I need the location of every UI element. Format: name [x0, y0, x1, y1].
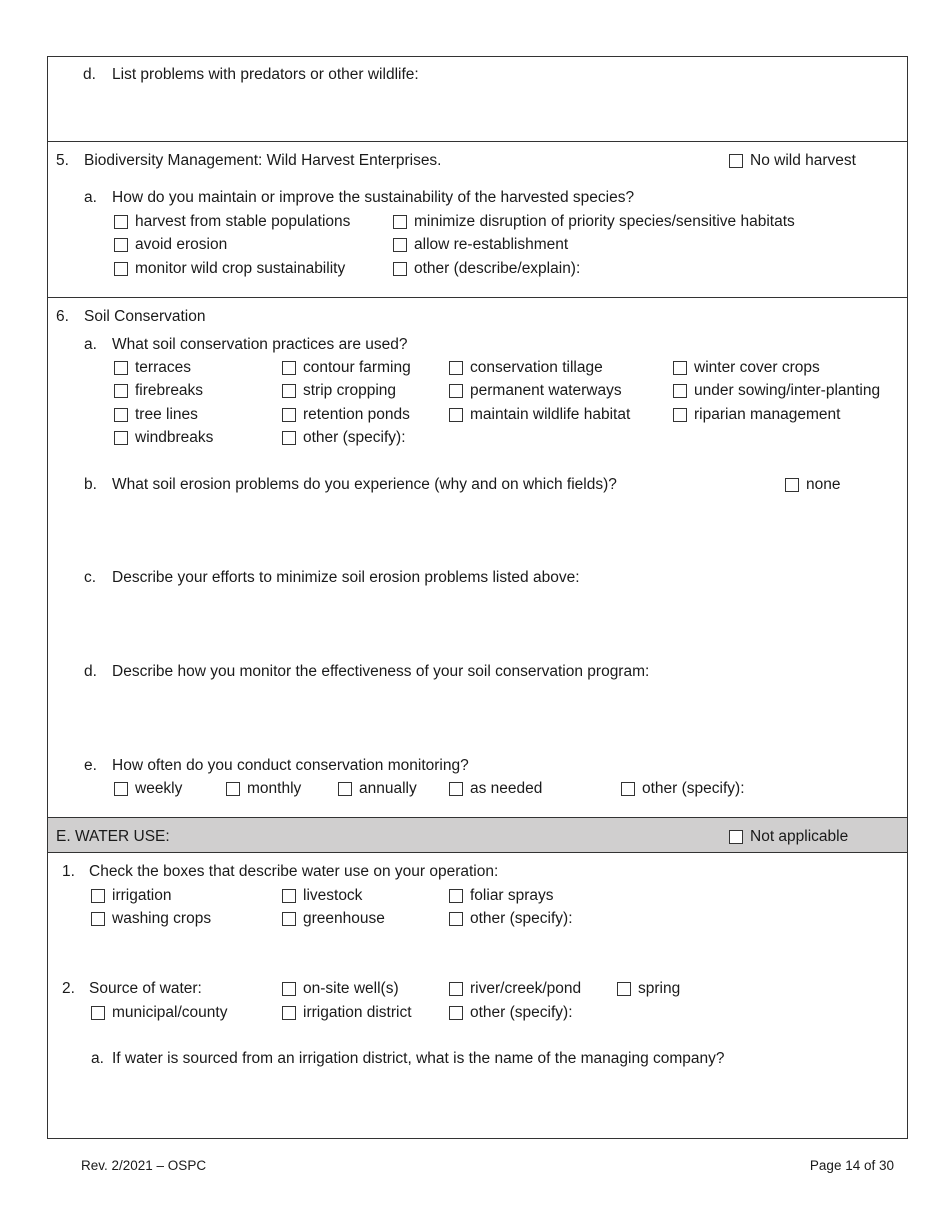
- option-label: riparian management: [694, 406, 841, 423]
- water-source-other-checkbox[interactable]: [449, 1006, 463, 1020]
- option-label: harvest from stable populations: [135, 213, 351, 230]
- water-not-applicable-label: Not applicable: [750, 828, 849, 845]
- washing-crops-checkbox[interactable]: [91, 912, 105, 926]
- option-label: contour farming: [303, 359, 411, 376]
- option-label: windbreaks: [135, 429, 214, 446]
- wildlife-question: List problems with predators or other wildlife:: [112, 66, 419, 83]
- question-number: 5.: [56, 152, 69, 169]
- greenhouse-checkbox[interactable]: [282, 912, 296, 926]
- option-label: other (describe/explain):: [414, 260, 581, 277]
- option-label: municipal/county: [112, 1004, 228, 1021]
- divider: [47, 141, 908, 142]
- monitor-sustainability-checkbox[interactable]: [114, 262, 128, 276]
- revision-label: Rev. 2/2021 – OSPC: [81, 1158, 207, 1173]
- water-not-applicable-checkbox[interactable]: [729, 830, 743, 844]
- option-label: conservation tillage: [470, 359, 603, 376]
- option-label: annually: [359, 780, 417, 797]
- practices-question: What soil conservation practices are used?: [112, 336, 408, 353]
- question-number: 2.: [62, 980, 75, 997]
- option-label: other (specify):: [642, 780, 745, 797]
- item-marker: d.: [84, 663, 97, 680]
- option-label: livestock: [303, 887, 363, 904]
- strip-cropping-checkbox[interactable]: [282, 384, 296, 398]
- river-creek-pond-checkbox[interactable]: [449, 982, 463, 996]
- winter-cover-crops-checkbox[interactable]: [673, 361, 687, 375]
- option-label: retention ponds: [303, 406, 410, 423]
- option-label: irrigation district: [303, 1004, 412, 1021]
- option-label: greenhouse: [303, 910, 385, 927]
- divider: [47, 297, 908, 298]
- permanent-waterways-checkbox[interactable]: [449, 384, 463, 398]
- option-label: permanent waterways: [470, 382, 622, 399]
- minimize-disruption-checkbox[interactable]: [393, 215, 407, 229]
- item-marker: c.: [84, 569, 97, 586]
- other-describe-checkbox[interactable]: [393, 262, 407, 276]
- erosion-problems-question: What soil erosion problems do you experience (why and on which fields)?: [112, 476, 617, 493]
- no-wild-harvest-label: No wild harvest: [750, 152, 856, 169]
- monitor-effectiveness-question: Describe how you monitor the effectiveness of your soil conservation program:: [112, 663, 650, 680]
- other-specify-checkbox[interactable]: [282, 431, 296, 445]
- option-label: other (specify):: [303, 429, 406, 446]
- option-label: allow re-establishment: [414, 236, 569, 253]
- frequency-other-checkbox[interactable]: [621, 782, 635, 796]
- option-label: firebreaks: [135, 382, 204, 399]
- maintain-wildlife-habitat-checkbox[interactable]: [449, 408, 463, 422]
- water-use-other-checkbox[interactable]: [449, 912, 463, 926]
- riparian-management-checkbox[interactable]: [673, 408, 687, 422]
- option-label: minimize disruption of priority species/sensitive habitats: [414, 213, 795, 230]
- section-e-title: E. WATER USE:: [56, 828, 170, 845]
- question-number: 1.: [62, 863, 75, 880]
- water-use-question: Check the boxes that describe water use on your operation:: [89, 863, 499, 880]
- wild-harvest-title: Biodiversity Management: Wild Harvest Enterprises.: [84, 152, 442, 169]
- option-label: washing crops: [112, 910, 212, 927]
- irrigation-checkbox[interactable]: [91, 889, 105, 903]
- annually-checkbox[interactable]: [338, 782, 352, 796]
- water-source-label: Source of water:: [89, 980, 202, 997]
- divider: [47, 817, 908, 818]
- irrigation-district-checkbox[interactable]: [282, 1006, 296, 1020]
- option-label: terraces: [135, 359, 191, 376]
- option-label: under sowing/inter-planting: [694, 382, 881, 399]
- harvest-stable-checkbox[interactable]: [114, 215, 128, 229]
- no-wild-harvest-checkbox[interactable]: [729, 154, 743, 168]
- page-number: Page 14 of 30: [809, 1158, 894, 1173]
- under-sowing-checkbox[interactable]: [673, 384, 687, 398]
- foliar-sprays-checkbox[interactable]: [449, 889, 463, 903]
- option-label: tree lines: [135, 406, 198, 423]
- avoid-erosion-checkbox[interactable]: [114, 238, 128, 252]
- divider: [47, 852, 908, 853]
- option-label: strip cropping: [303, 382, 397, 399]
- livestock-checkbox[interactable]: [282, 889, 296, 903]
- erosion-efforts-question: Describe your efforts to minimize soil erosion problems listed above:: [112, 569, 580, 586]
- monitoring-frequency-question: How often do you conduct conservation monitoring?: [112, 757, 469, 774]
- retention-ponds-checkbox[interactable]: [282, 408, 296, 422]
- monthly-checkbox[interactable]: [226, 782, 240, 796]
- contour-farming-checkbox[interactable]: [282, 361, 296, 375]
- question-number: 6.: [56, 308, 69, 325]
- option-label: weekly: [135, 780, 183, 797]
- terraces-checkbox[interactable]: [114, 361, 128, 375]
- option-label: irrigation: [112, 887, 172, 904]
- option-label: other (specify):: [470, 910, 573, 927]
- onsite-well-checkbox[interactable]: [282, 982, 296, 996]
- option-label: as needed: [470, 780, 543, 797]
- item-marker: b.: [84, 476, 97, 493]
- irrigation-company-question: If water is sourced from an irrigation district, what is the name of the managing company?: [112, 1050, 725, 1067]
- item-marker: a.: [84, 336, 97, 353]
- municipal-county-checkbox[interactable]: [91, 1006, 105, 1020]
- option-label: winter cover crops: [694, 359, 820, 376]
- weekly-checkbox[interactable]: [114, 782, 128, 796]
- allow-reestablishment-checkbox[interactable]: [393, 238, 407, 252]
- option-label: monthly: [247, 780, 302, 797]
- option-label: avoid erosion: [135, 236, 228, 253]
- soil-conservation-title: Soil Conservation: [84, 308, 206, 325]
- item-marker: a.: [84, 189, 97, 206]
- spring-checkbox[interactable]: [617, 982, 631, 996]
- option-label: spring: [638, 980, 681, 997]
- firebreaks-checkbox[interactable]: [114, 384, 128, 398]
- option-label: foliar sprays: [470, 887, 554, 904]
- option-label: maintain wildlife habitat: [470, 406, 631, 423]
- tree-lines-checkbox[interactable]: [114, 408, 128, 422]
- item-marker: e.: [84, 757, 97, 774]
- windbreaks-checkbox[interactable]: [114, 431, 128, 445]
- conservation-tillage-checkbox[interactable]: [449, 361, 463, 375]
- sustainability-question: How do you maintain or improve the sustainability of the harvested species?: [112, 189, 635, 206]
- as-needed-checkbox[interactable]: [449, 782, 463, 796]
- erosion-none-checkbox[interactable]: [785, 478, 799, 492]
- erosion-none-label: none: [806, 476, 841, 493]
- item-marker: a.: [91, 1050, 104, 1067]
- option-label: other (specify):: [470, 1004, 573, 1021]
- option-label: river/creek/pond: [470, 980, 582, 997]
- option-label: on-site well(s): [303, 980, 399, 997]
- item-marker: d.: [83, 66, 96, 83]
- option-label: monitor wild crop sustainability: [135, 260, 346, 277]
